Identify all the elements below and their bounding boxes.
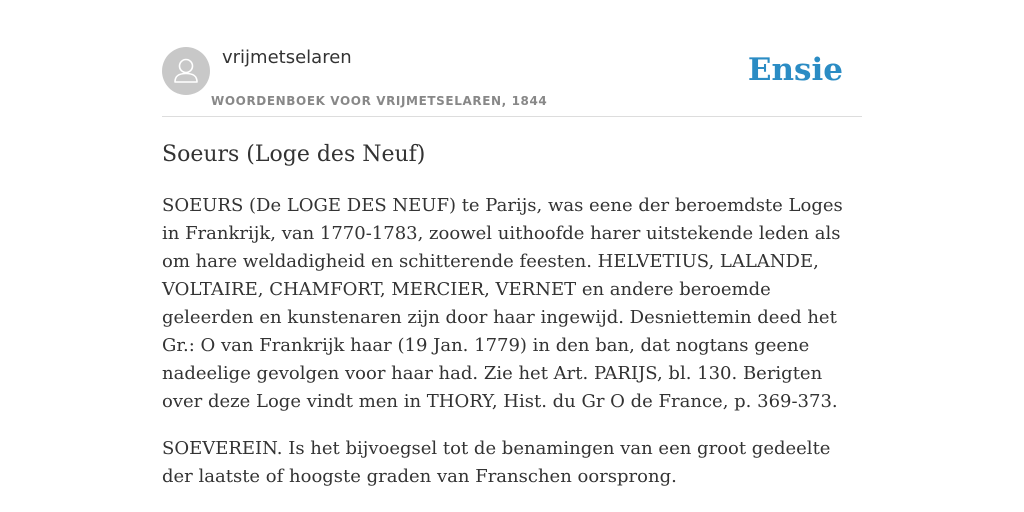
article-header <box>162 47 862 117</box>
source-dictionary-label[interactable]: WOORDENBOEK VOOR VRIJMETSELAREN, 1844 <box>211 94 548 108</box>
article-paragraph: SOEVEREIN. Is het bijvoegsel tot de benamingen van een groot gedeelte der laatste of hoogste graden van Franschen oorsprong. <box>162 438 831 487</box>
person-outline-icon <box>162 47 210 95</box>
article-body <box>162 192 862 510</box>
author-name-link[interactable]: vrijmetselaren <box>222 47 352 68</box>
user-avatar-icon[interactable] <box>162 47 210 95</box>
ensie-logo[interactable]: Ensie <box>747 52 843 88</box>
article-paragraph: SOEURS (De LOGE DES NEUF) te Parijs, was eene der beroemdste Loges in Frankrijk, van 1770-1783, zoowel uithoofde harer uitstekende leden als om hare weldadigheid en schitterende feesten. HELVETIUS, LALANDE, VOLTAIRE, CHAMFORT, MERCIER, VERNET en andere beroemde geleerden en kunstenaren zijn door haar ingewijd. Desniettemin deed het Gr.: O van Frankrijk haar (19 Jan. 1779) in den ban, dat nogtans geene nadeelige gevolgen voor haar had. Zie het Art. PARIJS, bl. 130. Berigten over deze Loge vindt men in THORY, Hist. du Gr O de France, p. 369-373. <box>162 195 843 412</box>
article-title: Soeurs (Loge des Neuf) <box>162 142 426 167</box>
